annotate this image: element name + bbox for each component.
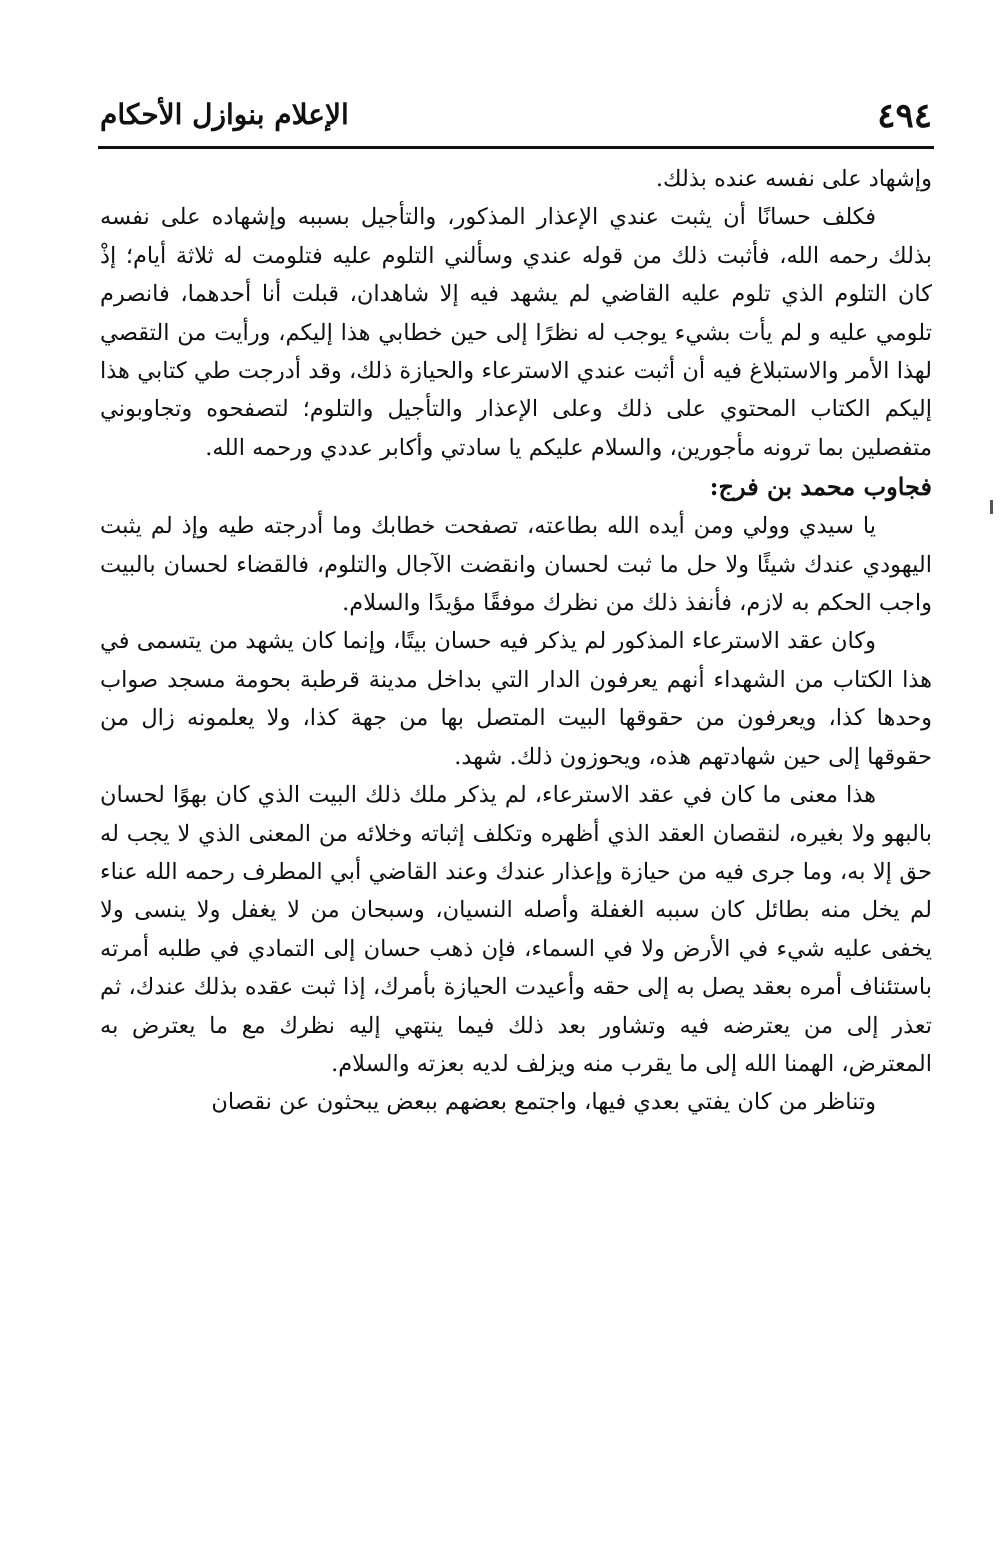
scan-artifact bbox=[990, 500, 993, 514]
paragraph-reply: يا سيدي وولي ومن أيده الله بطاعته، تصفحت خطابك وما أدرجته طيه وإذ لم يثبت اليهودي عندك شيئًا ولا حل ما ثبت لحسان وانقضت الآجال والتلوم، فالقضاء لحسان بالبيت واجب الحكم به لازم، فأنفذ ذلك من نظرك موفقًا مؤيدًا والسلام. bbox=[100, 513, 932, 617]
paragraph-closing: وتناظر من كان يفتي بعدي فيها، واجتمع بعضهم ببعض يبحثون عن نقصان bbox=[211, 1089, 876, 1116]
running-title: الإعلام بنوازل الأحكام bbox=[100, 98, 349, 131]
paragraph-letter: فكلف حسانًا أن يثبت عندي الإعذار المذكور، والتأجيل بسببه وإشهاده على نفسه بذلك رحمه الله، فأثبت ذلك من قوله عندي وسألني التلوم عليه فتلومت له ثلاثة أيام؛ إذْ كان التلوم الذي تلوم عليه القاضي لم يشهد فيه إلا شاهدان، قبلت أنا أحدهما، فانصرم تلومي عليه و لم يأت بشيء يوجب له نظرًا إلى حين خطابي هذا إليكم، ورأيت من التقصي لهذا الأمر والاستبلاغ فيه أن أثبت عندي الاسترعاء والحيازة ذلك، وقد أدرجت طي كتابي هذا إليكم الكتاب المحتوي على ذلك وعلى الإعذار والتأجيل والتلوم؛ لتصفحوه وتجاوبوني متفصلين بما ترونه مأجورين، والسلام عليكم يا سادتي وأكابر عددي ورحمه الله. bbox=[100, 204, 932, 461]
paragraph-analysis: هذا معنى ما كان في عقد الاسترعاء، لم يذكر ملك ذلك البيت الذي كان بهوًا لحسان بالبهو ولا بغيره، لنقصان العقد الذي أظهره وتكلف إثباته وخلائه من المعنى الذي لا يجب له حق إلا به، وما جرى فيه من حيازة وإعذار عندك وعند القاضي أبي المطرف رحمه الله عناء لم يخل منه بطائل كان سببه الغفلة وأصله النسيان، وسبحان من لا يغفل ولا ينسى ولا يخفى عليه شيء في الأرض ولا في السماء، فإن ذهب حسان إلى التمادي في طلبه أمرته باستئناف أمره بعقد يصل به إلى حقه وأعيدت الحيازة بأمرك، إذا ثبت عقده بذلك عندك، ثم تعذر إلى من يعترضه فيه وتشاور بعد ذلك فيما ينتهي إليه نظرك مع ما يعترض به المعترض، الهمنا الله إلى ما يقرب منه ويزلف لديه بعزته والسلام. bbox=[100, 782, 932, 1077]
section-heading: فجاوب محمد بن فرج: bbox=[709, 472, 932, 502]
page-header bbox=[100, 92, 932, 144]
page-number: ٤٩٤ bbox=[877, 96, 932, 136]
paragraph-contract: وكان عقد الاسترعاء المذكور لم يذكر فيه حسان بيتًا، وإنما كان يشهد من يتسمى في هذا الكتاب من الشهداء أنهم يعرفون الدار التي بداخل مدينة قرطبة بحومة مسجد صواب وحدها كذا، ويعرفون من حقوقها البيت المتصل بها من جهة كذا، ولا يعلمونه زال من حقوقها إلى حين شهادتهم هذه، ويحوزون ذلك. شهد. bbox=[100, 628, 932, 770]
paragraph-continuation: وإشهاد على نفسه عنده بذلك. bbox=[655, 166, 932, 192]
page-body bbox=[100, 160, 932, 1122]
header-rule bbox=[98, 146, 934, 149]
